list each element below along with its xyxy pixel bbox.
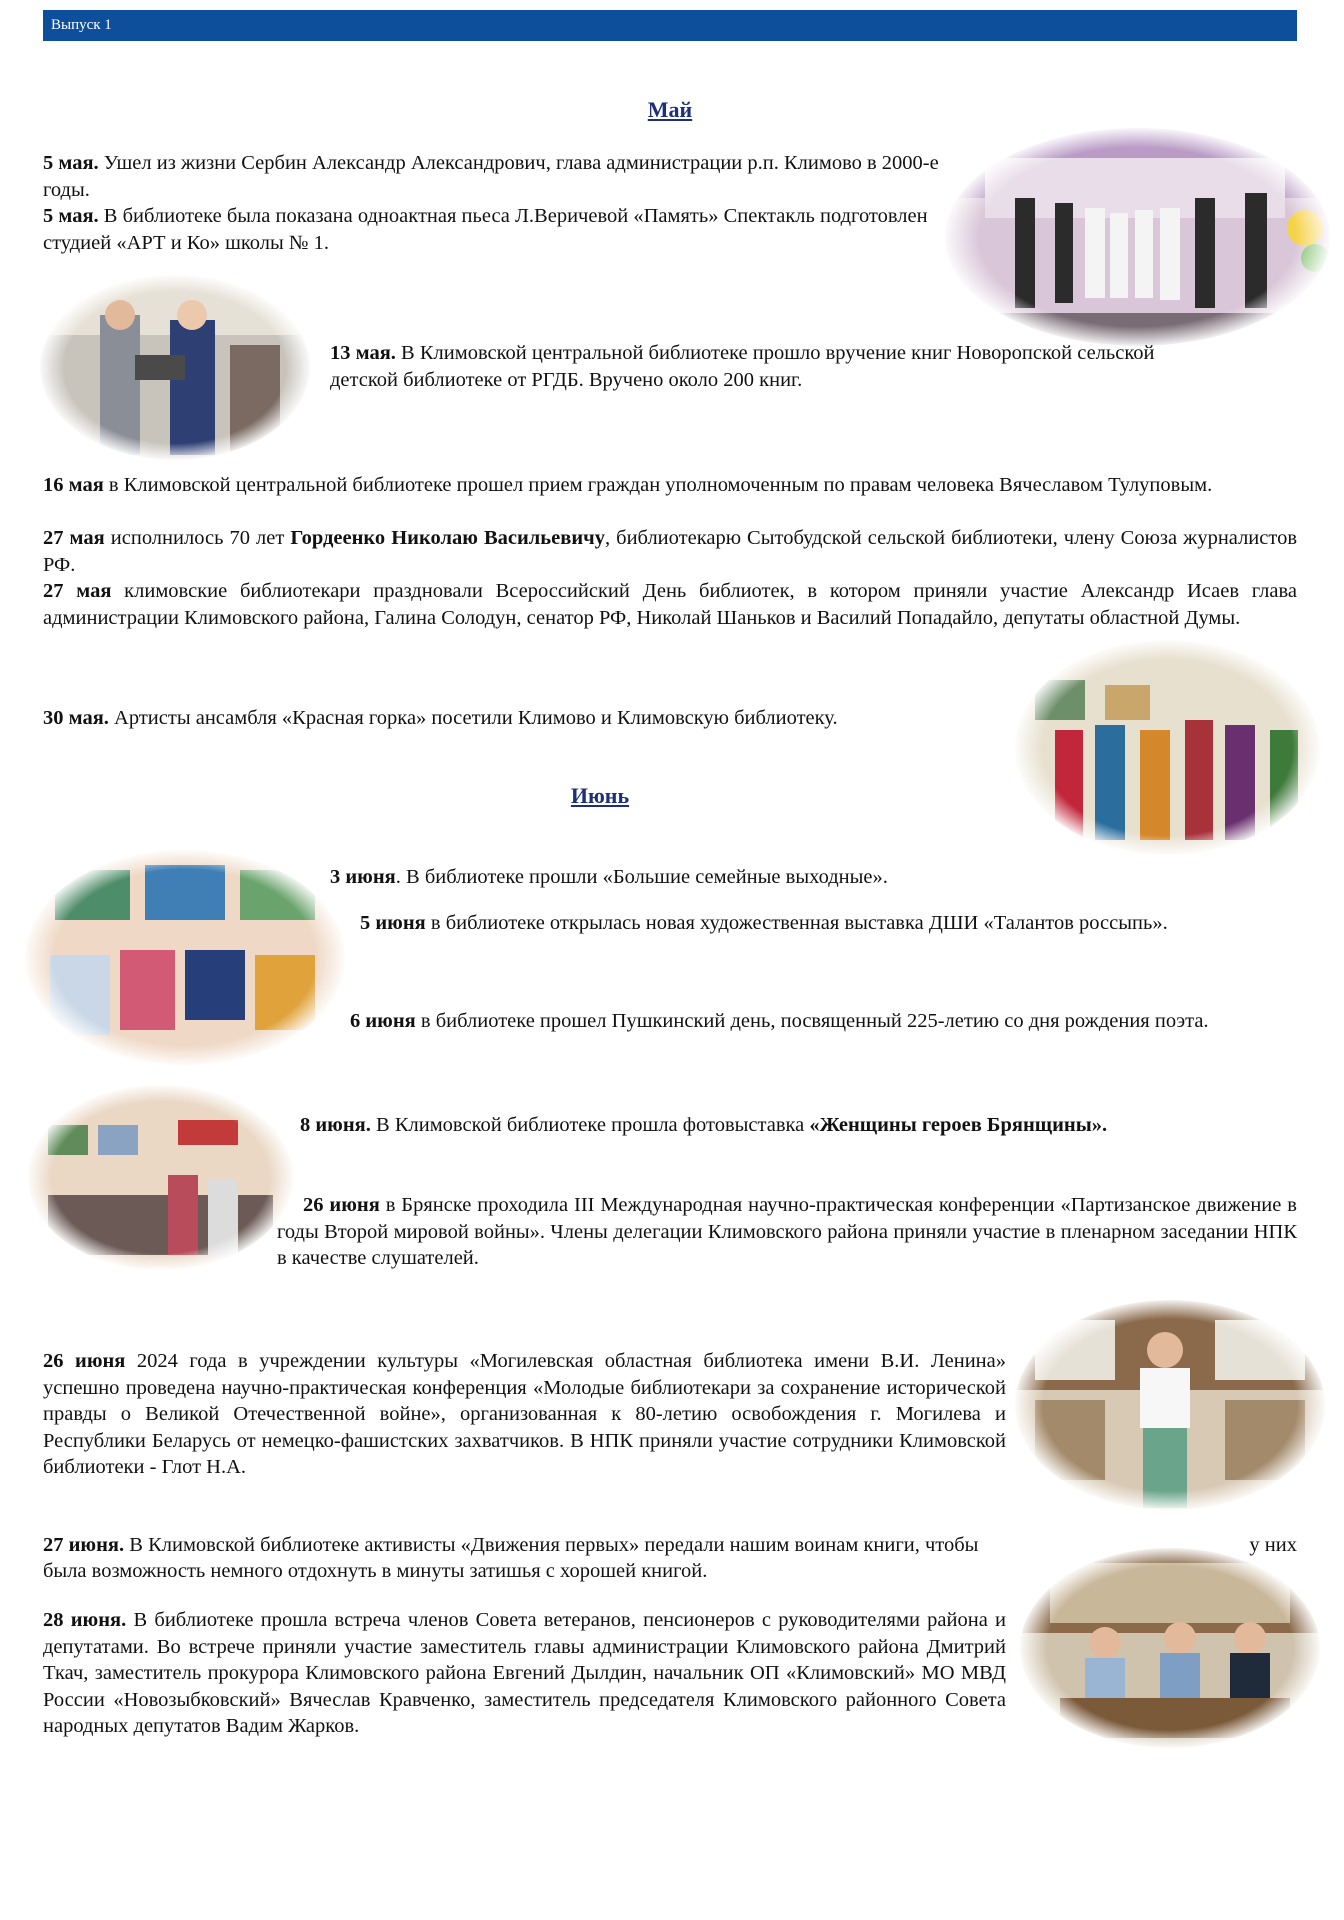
event-text: в библиотеке открылась новая художественная выставка ДШИ «Талантов россыпь». [425, 912, 1168, 934]
event-text: исполнилось 70 лет [104, 527, 291, 549]
event-june-8 [300, 1112, 1300, 1139]
event-june-27 [43, 1532, 1297, 1559]
photo-mogilev-conference [1015, 1300, 1325, 1510]
issue-header-bar [43, 10, 1297, 41]
event-text-tail: у них [1249, 1534, 1297, 1556]
section-title-june: Июнь [570, 783, 630, 808]
event-date: 3 июня [330, 866, 396, 888]
person-name: Гордеенко Николаю Васильевичу [290, 527, 605, 549]
photo-book-handover [40, 275, 310, 460]
event-date: 8 июня. [300, 1114, 371, 1136]
event-text: в Климовской центральной библиотеке прошел прием граждан уполномоченным по правам человека Вячеславом Тулуповым. [103, 474, 1213, 496]
photo-veterans-meeting [1020, 1548, 1320, 1748]
event-text: в библиотеке прошел Пушкинский день, посвященный 225-летию со дня рождения поэта. [415, 1010, 1209, 1032]
event-june-27-cont: была возможность немного отдохнуть в минуты затишья с хорошей книгой. [43, 1560, 708, 1582]
event-text: 2024 года в учреждении культуры «Могилевская областная библиотека имени В.И. Ленина» успешно проведена научно-практическая конференция «Молодые библиотекари за сохранение исторической правды о Великой Отечественной войне», организованная к 80-летию освобождения г. Могилева и Республики Беларусь от немецко-фашистских захватчиков. В НПК приняли участие сотрудники Климовской библиотеки - Глот Н.А. [43, 1350, 1006, 1478]
event-text: климовские библиотекари праздновали Всероссийский День библиотек, в котором приняли участие Александр Исаев глава администрации Климовского района, Галина Солодун, сенатор РФ, Николай Шаньков и Василий Попадайло, депутаты областной Думы. [43, 580, 1297, 629]
event-date: 26 июня [43, 1350, 126, 1372]
event-june-5 [360, 910, 1300, 937]
event-june-28 [43, 1607, 1006, 1740]
section-title-may: Май [647, 97, 693, 122]
event-text: . В библиотеке прошли «Большие семейные выходные». [395, 866, 888, 888]
event-may-5-play [43, 203, 933, 256]
event-text: В библиотеке была показана одноактная пьеса Л.Веричевой «Память» Спектакль подготовлен студией «АРТ и Ко» школы № 1. [43, 205, 928, 254]
photo-art-exhibition [25, 850, 345, 1065]
event-june-26-bryansk [277, 1192, 1297, 1272]
photo-theatre-group [945, 128, 1330, 346]
event-date: 27 июня. [43, 1534, 125, 1556]
event-may-5-obituary [43, 150, 963, 203]
event-date: 13 мая. [330, 342, 396, 364]
event-date: 28 июня. [43, 1609, 127, 1631]
event-date: 5 июня [360, 912, 426, 934]
event-june-3 [330, 864, 1230, 891]
event-may-30 [43, 705, 1003, 732]
issue-label: Выпуск 1 [51, 17, 112, 33]
event-june-6 [350, 1008, 1300, 1035]
event-may-27-anniversary [43, 525, 1297, 578]
event-text: В Климовской библиотеке активисты «Движения первых» передали нашим воинам книги, чтобы [124, 1534, 979, 1556]
event-may-27-library-day [43, 578, 1297, 631]
photo-ensemble-krasnaya-gorka [1015, 640, 1320, 855]
event-text: В Климовской центральной библиотеке прошло вручение книг Новоропской сельской детской библиотеке от РГДБ. Вручено около 200 книг. [330, 342, 1155, 391]
event-text: в Брянске проходила III Международная научно-практическая конференции «Партизанское движение в годы Второй мировой войны». Члены делегации Климовского района приняли участие в пленарном заседании НПК в качестве слушателей. [277, 1194, 1297, 1269]
event-date: 6 июня [350, 1010, 416, 1032]
event-text: , библиотекарю Сытобудской сельской библиотеки, члену Союза журналистов РФ. [43, 527, 1297, 576]
event-text: В Климовской библиотеке прошла фотовыставка [370, 1114, 810, 1136]
photo-photo-exhibition [28, 1085, 293, 1270]
exhibition-title: «Женщины героев Брянщины». [809, 1114, 1108, 1136]
event-may-16 [43, 472, 1297, 499]
event-june-26-mogilev [43, 1348, 1006, 1481]
event-text: Артисты ансамбля «Красная горка» посетили Климово и Климовскую библиотеку. [108, 707, 838, 729]
event-date: 5 мая. [43, 205, 99, 227]
event-date: 26 июня [303, 1194, 380, 1216]
event-date: 30 мая. [43, 707, 109, 729]
event-date: 5 мая. [43, 152, 99, 174]
event-date: 27 мая [43, 527, 105, 549]
event-text: Ушел из жизни Сербин Александр Александрович, глава администрации р.п. Климово в 2000-е годы. [43, 152, 939, 201]
event-text: В библиотеке прошла встреча членов Совета ветеранов, пенсионеров с руководителями района и депутатами. Во встрече приняли участие заместитель главы администрации Климовского района Дмитрий Ткач, заместитель прокурора Климовского района Евгений Дылдин, начальник ОП «Климовский» МО МВД России «Новозыбковский» Вячеслав Кравченко, заместитель председателя Климовского районного Совета народных депутатов Вадим Жарков. [43, 1609, 1006, 1737]
event-date: 16 мая [43, 474, 104, 496]
event-may-13 [330, 340, 1170, 393]
event-date: 27 мая [43, 580, 112, 602]
